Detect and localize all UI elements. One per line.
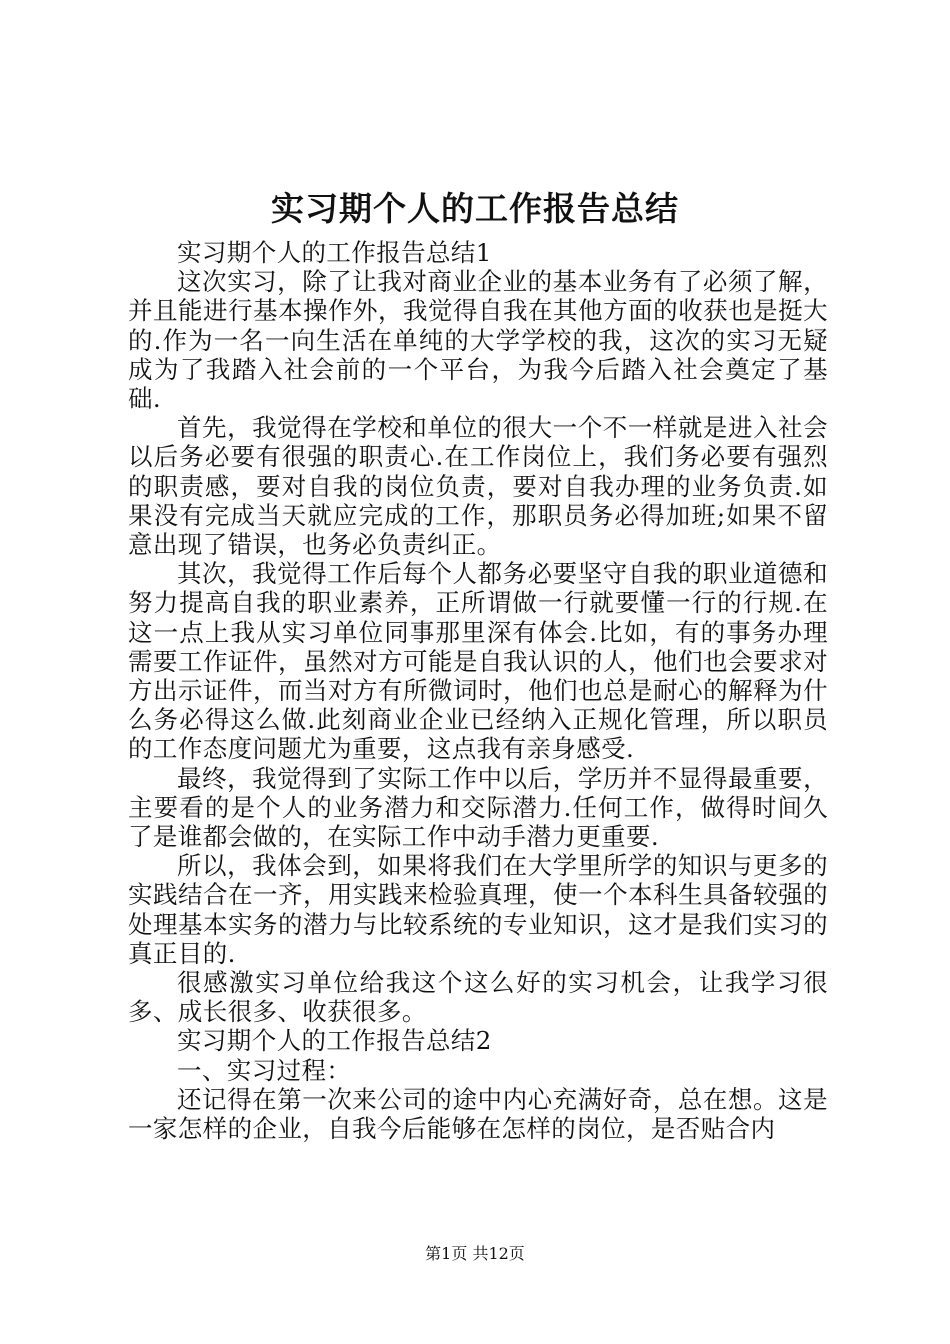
body-paragraph: 还记得在第一次来公司的途中内心充满好奇，总在想。这是一家怎样的企业，自我今后能够在怎样的岗位，是否贴合内: [128, 1084, 828, 1144]
section-heading-1: 实习期个人的工作报告总结1: [177, 238, 492, 267]
section-heading-2: 实习期个人的工作报告总结2: [177, 1026, 492, 1056]
body-paragraph: 最终，我觉得到了实际工作中以后，学历并不显得最重要，主要看的是个人的业务潜力和交际潜力.任何工作，做得时间久了是谁都会做的，在实际工作中动手潜力更重要.: [128, 763, 828, 852]
document-title: 实习期个人的工作报告总结: [271, 189, 679, 228]
body-paragraph: 很感激实习单位给我这个这么好的实习机会，让我学习很多、成长很多、收获很多。: [128, 968, 828, 1027]
page-number-footer: 第1页 共12页: [425, 1244, 525, 1263]
subsection-heading: 一、实习过程：: [177, 1055, 352, 1085]
document-body: [128, 238, 828, 1143]
body-paragraph: 所以，我体会到，如果将我们在大学里所学的知识与更多的实践结合在一齐，用实践来检验真理，使一个本科生具备较强的处理基本实务的潜力与比较系统的专业知识，这才是我们实习的真正目的.: [128, 851, 828, 968]
body-paragraph: 其次，我觉得工作后每个人都务必要坚守自我的职业道德和努力提高自我的职业素养，正所谓做一行就要懂一行的行规.在这一点上我从实习单位同事那里深有体会.比如，有的事务办理需要工作证件，虽然对方可能是自我认识的人，他们也会要求对方出示证件，而当对方有所微词时，他们也总是耐心的解释为什么务必得这么做.此刻商业企业已经纳入正规化管理，所以职员的工作态度问题尤为重要，这点我有亲身感受.: [128, 559, 828, 764]
body-paragraph: 这次实习，除了让我对商业企业的基本业务有了必须了解，并且能进行基本操作外，我觉得自我在其他方面的收获也是挺大的.作为一名一向生活在单纯的大学学校的我，这次的实习无疑成为了我踏入社会前的一个平台，为我今后踏入社会奠定了基础.: [128, 267, 828, 414]
body-paragraph: 首先，我觉得在学校和单位的很大一个不一样就是进入社会以后务必要有很强的职责心.在工作岗位上，我们务必要有强烈的职责感，要对自我的岗位负责，要对自我办理的业务负责.如果没有完成当天就应完成的工作，那职员务必得加班;如果不留意出现了错误，也务必负责纠正。: [128, 413, 828, 560]
